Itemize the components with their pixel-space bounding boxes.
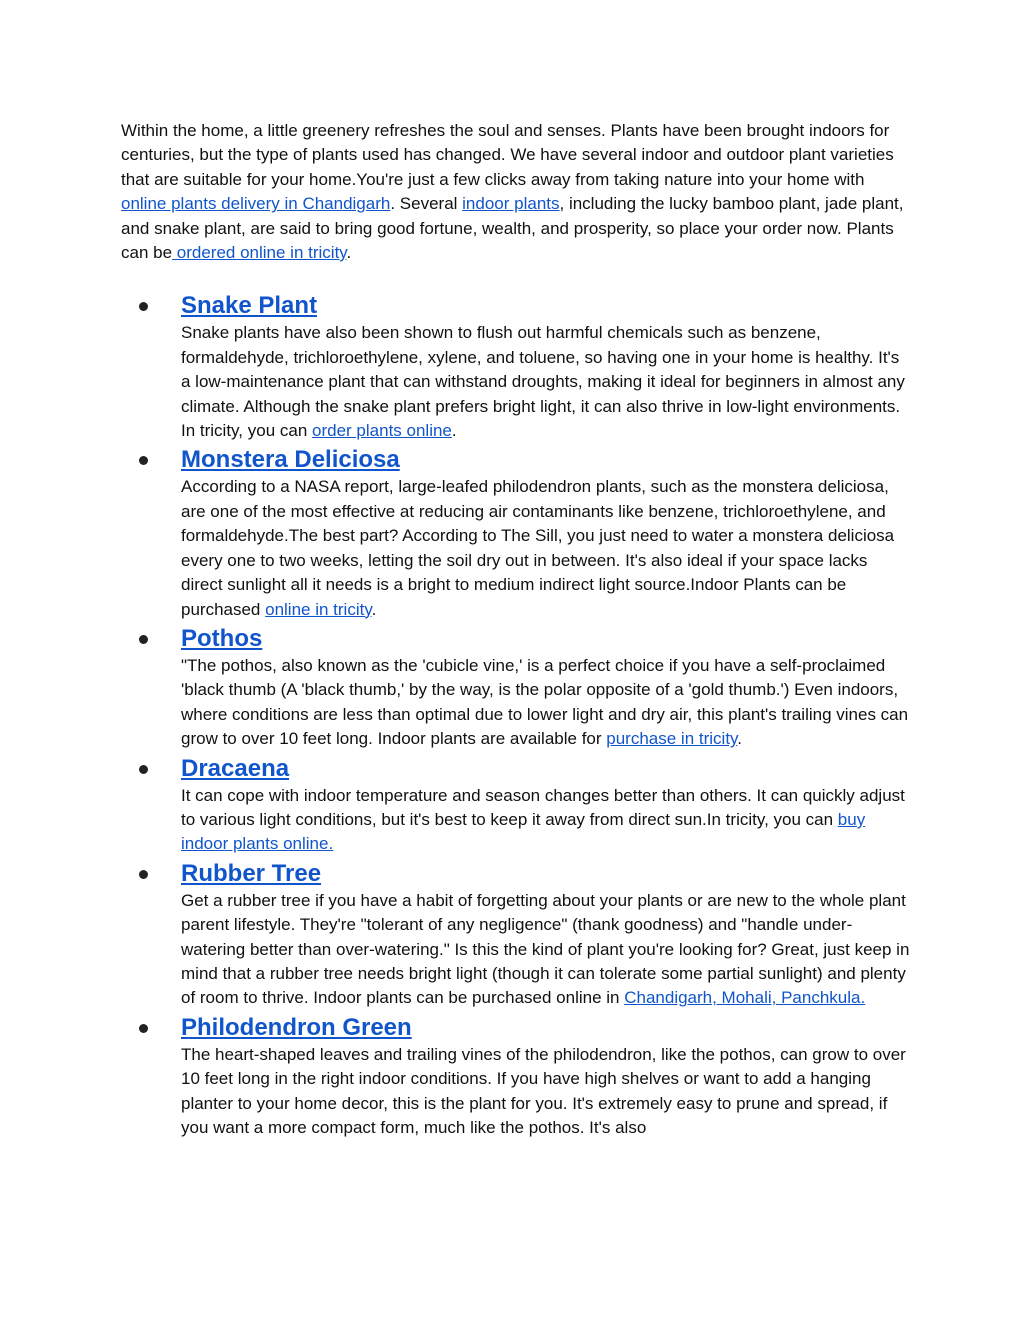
plant-item-philodendron (121, 1013, 911, 1141)
indoor-plants-link[interactable]: indoor plants (462, 194, 560, 214)
plant-description-text: "The pothos, also known as the 'cubicle vine,' is a perfect choice if you have a self-proclaimed 'black thumb (A 'black thumb,' by the way, is the polar opposite of a 'gold thumb.') Even indoors, where conditions are less than optimal due to lower light and dry air, this plant's trailing vines can grow to over 10 feet long. Indoor plants are available for (181, 655, 909, 749)
plant-title-link[interactable]: Rubber Tree (181, 859, 322, 887)
plant-description (181, 475, 911, 621)
bullet-icon (139, 870, 148, 879)
plant-description-text: It can cope with indoor temperature and season changes better than others. It can quickly adjust to various light conditions, but it's best to keep it away from direct sun.In tricity, you can (181, 785, 905, 829)
plant-description-text: . (371, 599, 377, 619)
bullet-icon (139, 456, 148, 465)
plant-description-text: Get a rubber tree if you have a habit of forgetting about your plants or are new to the whole plant parent lifestyle. They're "tolerant of any negligence" (thank goodness) and "handle under-watering better than over-watering." Is this the kind of plant you're looking for? Great, just keep in mind that a rubber tree needs bright light (though it can tolerate some partial sunlight) and plenty of room to thrive. Indoor plants can be purchased online in (181, 890, 910, 1008)
plant-description-text: . (737, 729, 743, 749)
plant-item-dracaena (121, 754, 911, 857)
plant-list (121, 291, 911, 1140)
document-page (121, 119, 911, 1142)
intro-text: Within the home, a little greenery refreshes the soul and senses. Plants have been brought indoors for centuries, but the type of plants used has changed. We have several indoor and outdoor plant varieties that are suitable for your home.You're just a few clicks away from taking nature into your home with (121, 121, 894, 189)
chandigarh-mohali-panchkula-link[interactable]: Chandigarh, Mohali, Panchkula. (624, 988, 866, 1008)
online-plants-delivery-link[interactable]: online plants delivery in Chandigarh (121, 194, 391, 214)
plant-description (181, 889, 911, 1011)
bullet-icon (139, 302, 148, 311)
bullet-icon (139, 1024, 148, 1033)
plant-title-link[interactable]: Pothos (181, 624, 263, 652)
plant-item-monstera (121, 445, 911, 621)
plant-description (181, 321, 911, 443)
bullet-icon (139, 635, 148, 644)
intro-text: . (346, 243, 352, 263)
plant-description-text: . (451, 421, 457, 441)
plant-item-snake-plant (121, 291, 911, 443)
plant-title-link[interactable]: Monstera Deliciosa (181, 446, 400, 474)
intro-paragraph (121, 119, 911, 265)
intro-text: . Several (390, 194, 463, 214)
plant-description (181, 1043, 911, 1141)
online-in-tricity-link[interactable]: online in tricity (265, 599, 372, 619)
plant-description-text: Snake plants have also been shown to flush out harmful chemicals such as benzene, formaldehyde, trichloroethylene, xylene, and toluene, so having one in your home is healthy. It's a low-maintenance plant that can withstand droughts, making it ideal for beginners in almost any climate. Although the snake plant prefers bright light, it can also thrive in low-light environments. In tricity, you can (181, 323, 905, 441)
plant-item-pothos (121, 624, 911, 752)
plant-description (181, 654, 911, 752)
intro-text: , including the lucky bamboo plant, jade plant, and snake plant, are said to bring good fortune, wealth, and prosperity, so place your order now. Plants can be (121, 194, 904, 263)
plant-description-text: The heart-shaped leaves and trailing vines of the philodendron, like the pothos, can grow to over 10 feet long in the right indoor conditions. If you have high shelves or want to add a hanging planter to your home decor, this is the plant for you. It's extremely easy to prune and spread, if you want a more compact form, much like the pothos. It's also (181, 1044, 906, 1137)
plant-description (181, 784, 911, 857)
order-plants-online-link[interactable]: order plants online (312, 421, 452, 441)
plant-item-rubber-tree (121, 859, 911, 1011)
purchase-in-tricity-link[interactable]: purchase in tricity (606, 729, 738, 749)
plant-title-link[interactable]: Dracaena (181, 754, 290, 782)
ordered-online-link[interactable]: ordered online in tricity (172, 243, 347, 263)
buy-indoor-plants-link[interactable]: buy indoor plants online. (181, 809, 866, 854)
plant-description-text: According to a NASA report, large-leafed philodendron plants, such as the monstera deliciosa, are one of the most effective at reducing air contaminants like benzene, trichloroethylene, and formaldehyde.The best part? According to The Sill, you just need to water a monstera deliciosa every one to two weeks, letting the soil dry out in between. It's also ideal if your space lacks direct sunlight all it needs is a bright to medium indirect light source.Indoor Plants can be purchased (181, 477, 895, 619)
plant-title-link[interactable]: Philodendron Green (181, 1013, 412, 1041)
plant-title-link[interactable]: Snake Plant (181, 292, 318, 320)
bullet-icon (139, 765, 148, 774)
